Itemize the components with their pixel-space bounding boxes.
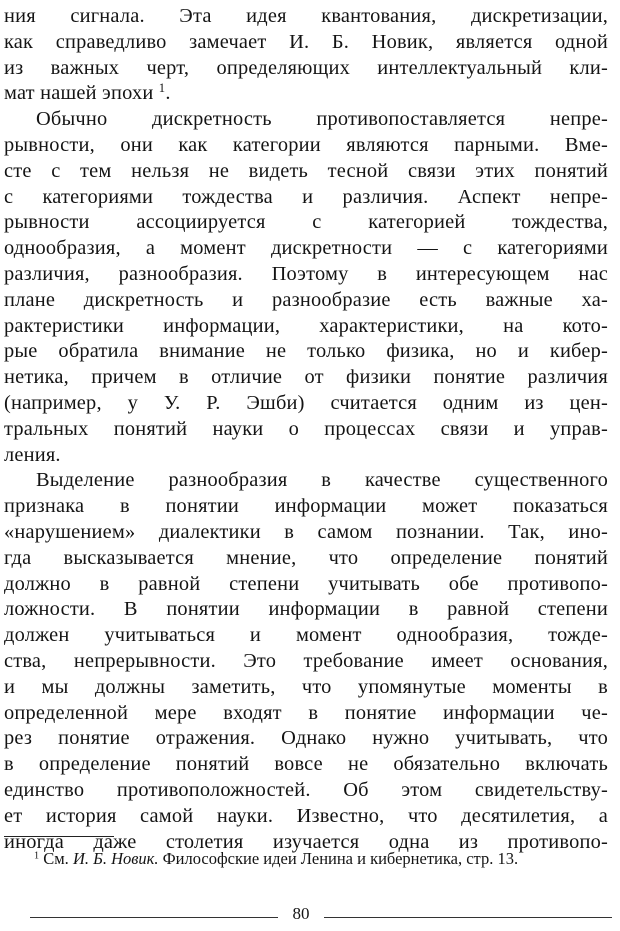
text-line: тральных понятий науки о процессах связи и управ-: [4, 417, 608, 440]
text-line-content: мат нашей эпохи: [4, 82, 154, 105]
footnote: [4, 848, 608, 870]
text-line: Выделение разнообразия в качестве существенного: [36, 469, 608, 492]
footnote-citation: Философские идеи Ленина и кибернетика, стр. 13.: [162, 849, 519, 868]
text-line: иногда даже столетия изучается одна из противопо-: [4, 830, 608, 853]
text-line: рывности ассоциируется с категорией тождества,: [4, 211, 608, 234]
text-line: рез понятие отражения. Однако нужно учитывать, что: [4, 727, 608, 750]
paragraph-1: [4, 4, 608, 107]
text-line: плане дискретность и разнообразие есть важные ха-: [4, 288, 608, 311]
footer-rule-left: [30, 917, 278, 918]
text-line: однообразия, а момент дискретности — с категориями: [4, 237, 608, 260]
text-line: различия, разнообразия. Поэтому в интересующем нас: [4, 262, 608, 285]
body-text: [4, 4, 608, 855]
text-line: рые обратила внимание не только физика, но и кибер-: [4, 340, 608, 363]
text-line: с категориями тождества и различия. Аспект непре-: [4, 185, 608, 208]
text-line: из важных черт, определяющих интеллектуальный кли-: [4, 56, 608, 79]
text-line: признака в понятии информации может показаться: [4, 495, 608, 518]
text-line: Обычно дискретность противопоставляется непре-: [36, 108, 608, 131]
footnote-author: И. Б. Новик.: [72, 849, 159, 868]
text-line: ния сигнала. Эта идея квантования, дискретизации,: [4, 5, 608, 27]
footnote-prefix: См.: [43, 849, 69, 868]
text-line: рактеристики информации, характеристики, на кото-: [4, 314, 608, 337]
text-line: (например, у У. Р. Эшби) считается одним из цен-: [4, 391, 608, 414]
text-line: [4, 81, 608, 107]
footnote-reference[interactable]: 1: [158, 81, 166, 96]
footer-rule-right: [324, 917, 612, 918]
paragraph-3: [4, 468, 608, 855]
text-line: как справедливо замечает И. Б. Новик, является одной: [4, 30, 608, 53]
text-line: ства, непрерывности. Это требование имеет основания,: [4, 649, 608, 672]
footnote-text: [4, 848, 608, 870]
text-line: рывности, они как категории являются парными. Вме-: [4, 133, 608, 156]
text-line: сте с тем нельзя не видеть тесной связи этих понятий: [4, 159, 608, 182]
page-number: 80: [292, 904, 310, 923]
text-line: «нарушением» диалектики в самом познании. Так, ино-: [4, 520, 608, 543]
text-line: и мы должны заметить, что упомянутые моменты в: [4, 675, 608, 698]
text-line: ет история самой науки. Известно, что десятилетия, а: [4, 804, 608, 827]
text-line: ления.: [4, 443, 61, 466]
text-line: должен учитываться и момент однообразия, тожде-: [4, 624, 608, 647]
page-footer: [0, 904, 620, 928]
trailing-punctuation: .: [165, 82, 171, 105]
text-line: единство противоположностей. Об этом свидетельству-: [4, 778, 608, 801]
footnote-marker: 1: [34, 850, 40, 862]
text-line: нетика, причем в отличие от физики понятие различия: [4, 366, 608, 389]
text-line: гда высказывается мнение, что определение понятий: [4, 546, 608, 569]
footnote-separator: [4, 836, 114, 837]
text-line: определенной мере входят в понятие информации че-: [4, 701, 608, 724]
text-line: в определение понятий вовсе не обязательно включать: [4, 753, 608, 776]
paragraph-2: [4, 107, 608, 468]
text-line: должно в равной степени учитывать обе противопо-: [4, 572, 608, 595]
text-line: ложности. В понятии информации в равной степени: [4, 598, 608, 621]
